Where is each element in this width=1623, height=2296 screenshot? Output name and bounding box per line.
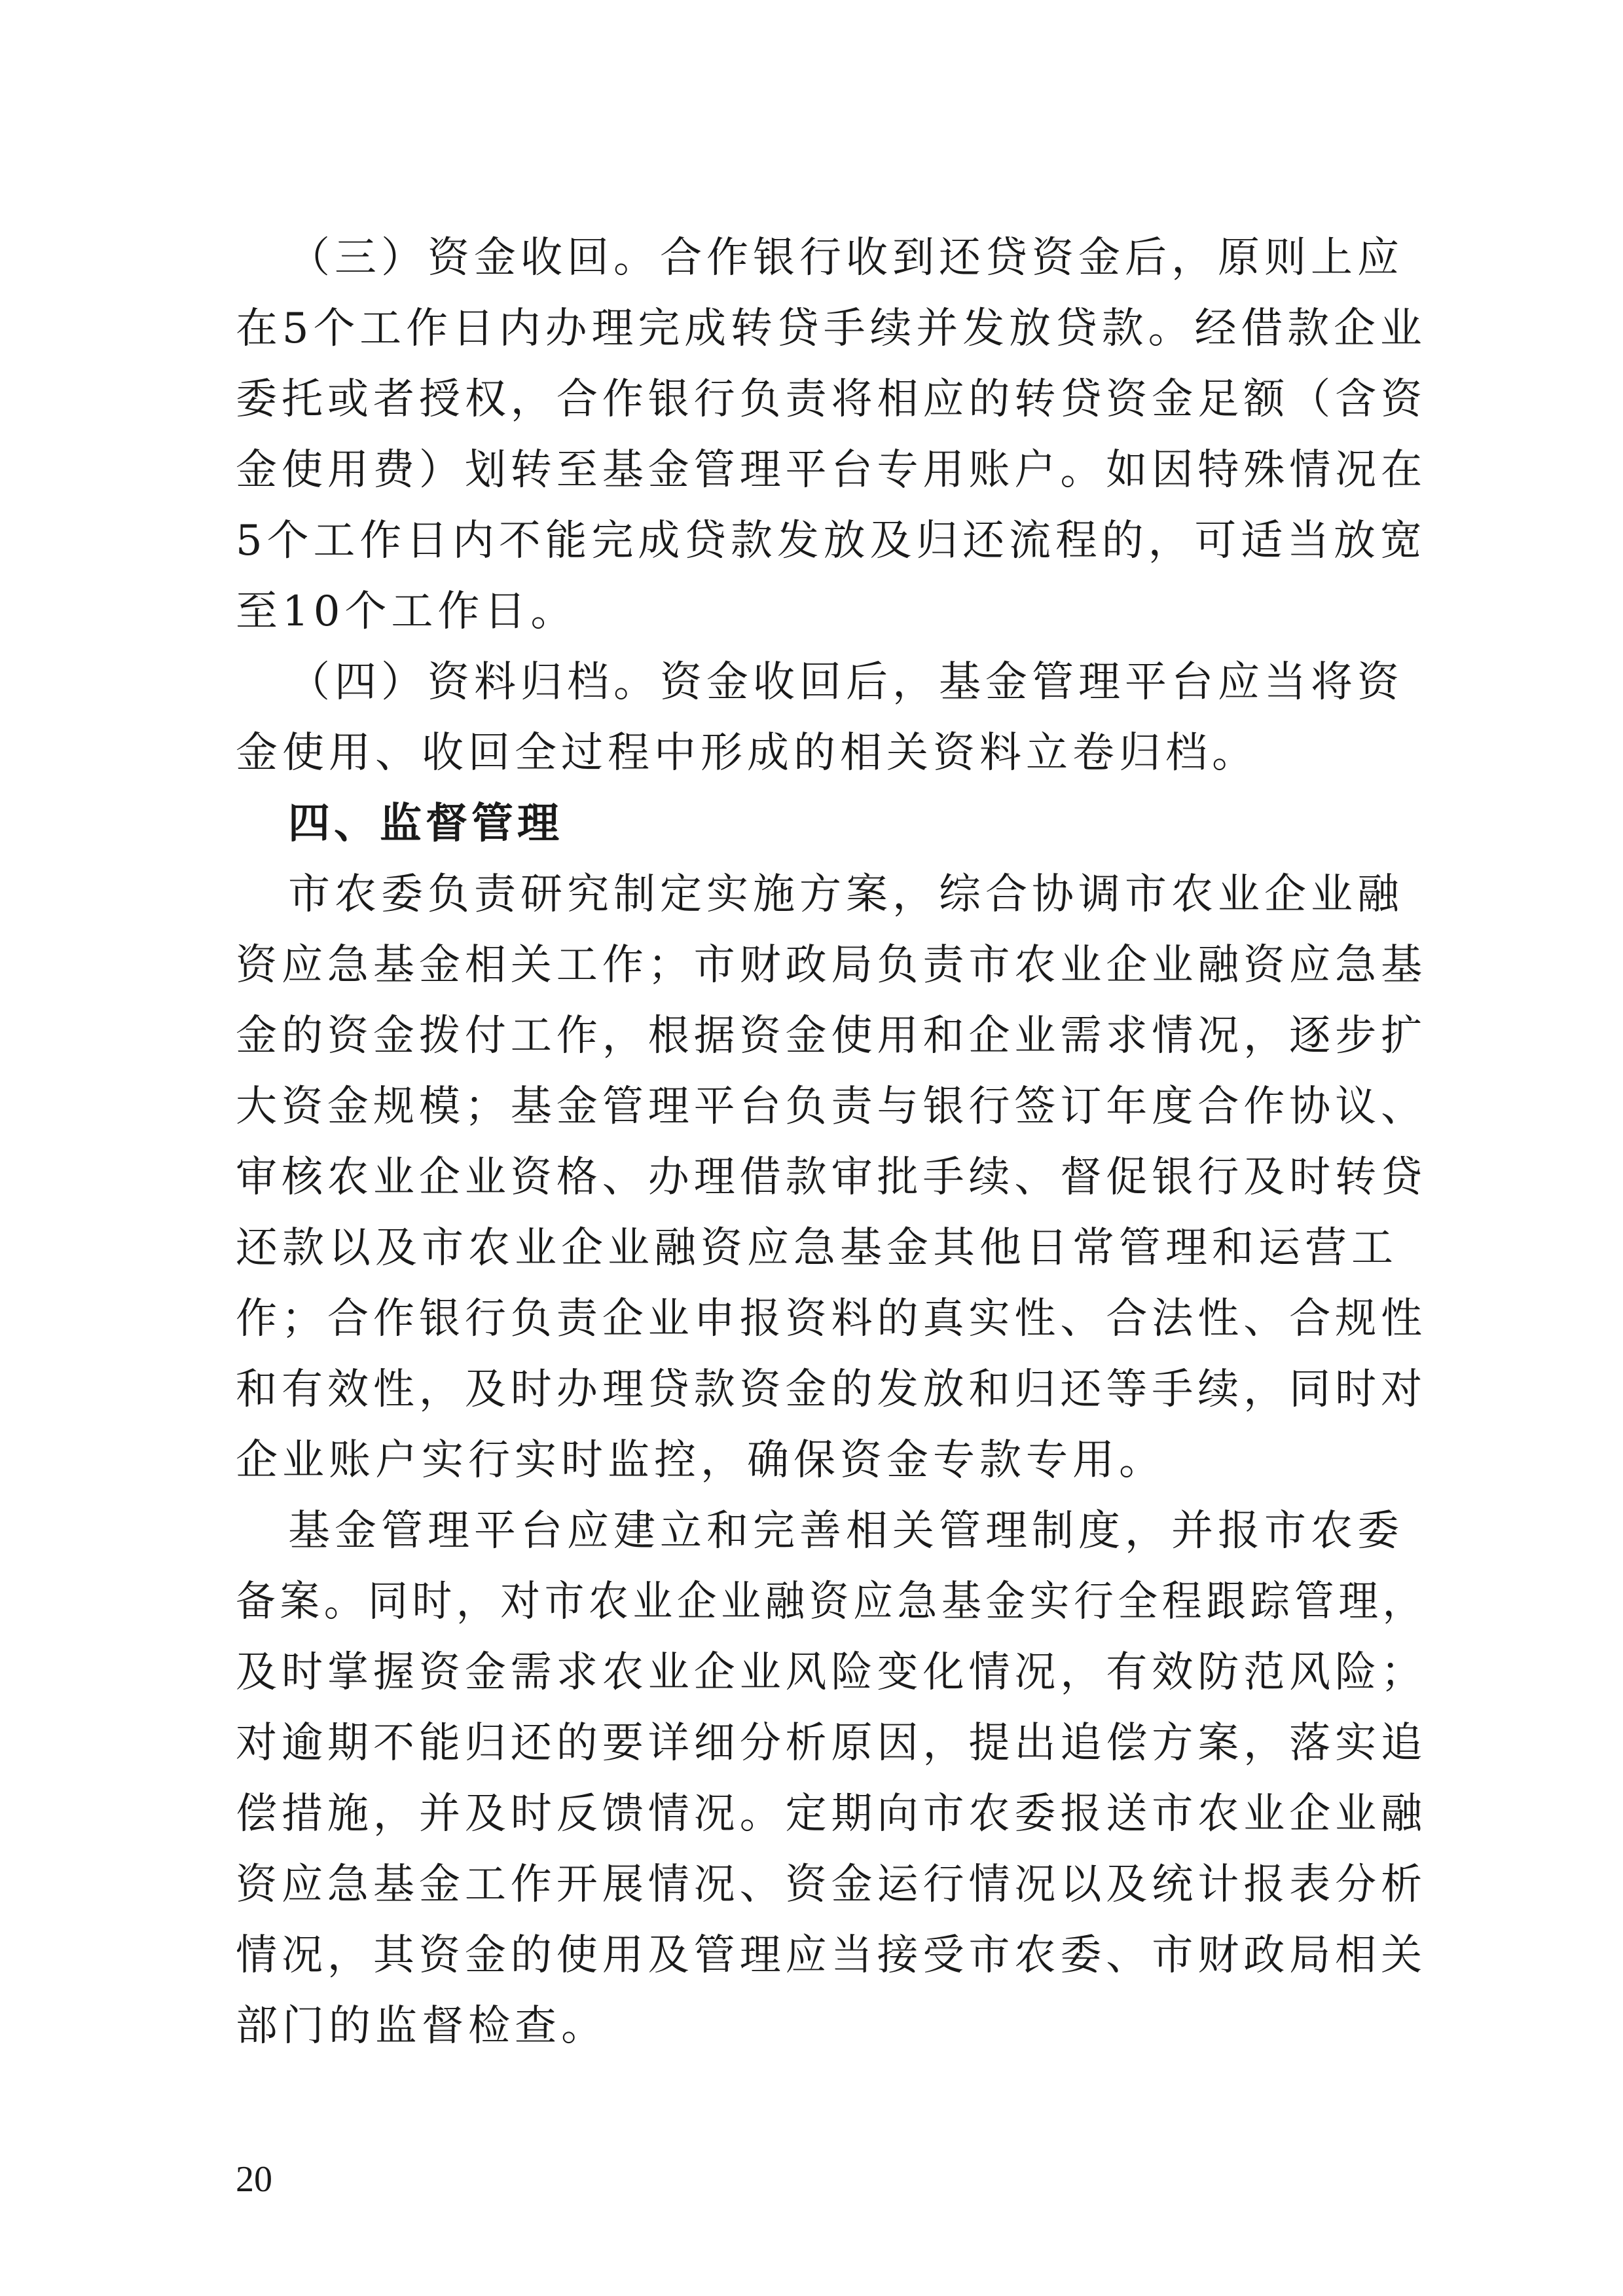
paragraph-2-line-2: 金使用、收回全过程中形成的相关资料立卷归档。 — [236, 729, 1258, 777]
paragraph-3-line-1: 市农委负责研究制定实施方案，综合协调市农业企业融 — [288, 870, 1404, 919]
paragraph-4-line-4: 对逾期不能归还的要详细分析原因，提出追偿方案，落实追 — [236, 1719, 1427, 1768]
paragraph-4-line-2: 备案。同时，对市农业企业融资应急基金实行全程跟踪管理， — [236, 1578, 1427, 1626]
paragraph-3-line-4: 大资金规模；基金管理平台负责与银行签订年度合作协议、 — [236, 1083, 1427, 1131]
paragraph-3-line-2: 资应急基金相关工作；市财政局负责市农业企业融资应急基 — [236, 941, 1427, 990]
paragraph-2-line-1: （四）资料归档。资金收回后，基金管理平台应当将资 — [288, 658, 1404, 707]
paragraph-3-line-7: 作；合作银行负责企业申报资料的真实性、合法性、合规性 — [236, 1295, 1427, 1343]
paragraph-3-line-8: 和有效性，及时办理贷款资金的发放和归还等手续，同时对 — [236, 1365, 1427, 1414]
paragraph-1-line-4: 金使用费）划转至基金管理平台专用账户。如因特殊情况在 — [236, 446, 1427, 494]
paragraph-4-line-3: 及时掌握资金需求农业企业风险变化情况，有效防范风险； — [236, 1648, 1427, 1697]
paragraph-1-line-3: 委托或者授权，合作银行负责将相应的转贷资金足额（含资 — [236, 375, 1427, 424]
paragraph-1-line-1: （三）资金收回。合作银行收到还贷资金后，原则上应 — [288, 234, 1404, 282]
paragraph-1-line-5: 5个工作日内不能完成贷款发放及归还流程的，可适当放宽 — [236, 517, 1427, 565]
paragraph-4-line-6: 资应急基金工作开展情况、资金运行情况以及统计报表分析 — [236, 1861, 1427, 1909]
paragraph-3-line-6: 还款以及市农业企业融资应急基金其他日常管理和运营工 — [236, 1224, 1398, 1272]
paragraph-1-line-6: 至10个工作日。 — [236, 587, 577, 636]
page-number: 20 — [236, 2159, 272, 2200]
paragraph-1-line-2: 在5个工作日内办理完成转贷手续并发放贷款。经借款企业 — [236, 305, 1427, 353]
paragraph-3-line-9: 企业账户实行实时监控，确保资金专款专用。 — [236, 1436, 1165, 1485]
paragraph-4-line-5: 偿措施，并及时反馈情况。定期向市农委报送市农业企业融 — [236, 1790, 1427, 1838]
paragraph-4-line-7: 情况，其资金的使用及管理应当接受市农委、市财政局相关 — [236, 1931, 1427, 1980]
paragraph-3-line-3: 金的资金拨付工作，根据资金使用和企业需求情况，逐步扩 — [236, 1012, 1427, 1060]
paragraph-3-line-5: 审核农业企业资格、办理借款审批手续、督促银行及时转贷 — [236, 1153, 1427, 1202]
paragraph-4-line-1: 基金管理平台应建立和完善相关管理制度，并报市农委 — [288, 1507, 1404, 1555]
paragraph-4-line-8: 部门的监督检查。 — [236, 2002, 608, 2050]
section-heading: 四、监督管理 — [288, 800, 563, 848]
